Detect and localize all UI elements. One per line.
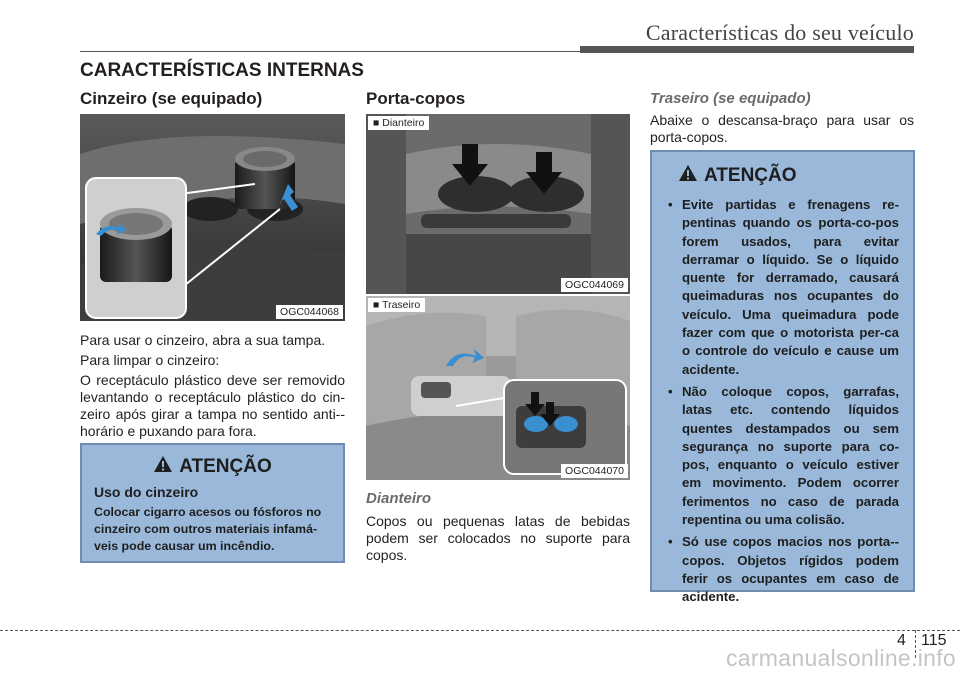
warning-item: • Evite partidas e frenagens re-pentinas quando os porta-co-pos forem usados, para evitar derramar o líquido. Se o líquido quente for derramado, causará queimaduras nos ocupantes do veículo. Uma queimadura pode fazer com que o motorista per-ca o controle do veículo e cause um acidente.	[664, 196, 899, 379]
photo-tag: ■ Dianteiro	[368, 116, 429, 130]
paragraph: Para limpar o cinzeiro:	[80, 352, 220, 368]
ashtray-warning-box	[80, 443, 345, 563]
rear-cupholder-photo	[366, 296, 630, 480]
ashtray-heading: Cinzeiro (se equipado)	[80, 89, 263, 108]
photo-code: OGC044069	[561, 278, 628, 292]
warning-icon	[153, 455, 173, 479]
cupholder-heading: Porta-copos	[366, 89, 466, 108]
warning-subtitle: Uso do cinzeiro	[94, 484, 199, 500]
photo-tag: ■ Traseiro	[368, 298, 425, 312]
front-text: Copos ou pequenas latas de bebidas podem ser colocados no suporte para copos.	[366, 513, 630, 563]
photo-code: OGC044070	[561, 464, 628, 478]
watermark: carmanualsonline.info	[725, 645, 956, 671]
warning-header	[94, 455, 331, 479]
warning-title: ATENÇÃO	[704, 165, 797, 186]
header-rule	[80, 51, 580, 52]
warning-item: • Só use copos macios nos porta--copos. Objetos rígidos podem ferir os ocupantes em caso de acidente.	[664, 533, 899, 606]
ashtray-illustration	[80, 114, 345, 321]
warning-header	[678, 164, 899, 188]
rear-warning-box	[650, 150, 915, 605]
front-subheading: Dianteiro	[366, 490, 432, 507]
paragraph: O receptáculo plástico deve ser removido levantando o receptáculo plástico do cin-zeiro após girar a tampa no sentido anti--horário e puxando para fora.	[80, 372, 345, 439]
front-cupholder-photo	[366, 114, 630, 294]
paragraph: Para usar o cinzeiro, abra a sua tampa.	[80, 332, 326, 348]
photo-code: OGC044068	[276, 305, 343, 319]
ashtray-photo	[80, 114, 345, 321]
rear-cupholder-illustration	[366, 296, 630, 480]
footer-rule	[0, 630, 960, 631]
section-title: CARACTERÍSTICAS INTERNAS	[80, 60, 364, 81]
warning-item: • Não coloque copos, garrafas, latas etc. contendo líquidos quentes destampados ou sem segurança no suporte para co-pos, enquanto o veículo estiver em movimento. Podem ocorrer ferimentos no caso de parada repentina ou uma colisão.	[664, 383, 899, 529]
warning-text: Colocar cigarro acesos ou fósforos no cinzeiro com outros materiais infamá-veis pode causar um incêndio.	[94, 505, 322, 553]
chapter-number: 4	[897, 632, 906, 649]
ashtray-text	[80, 332, 345, 440]
front-cupholder-illustration	[366, 114, 630, 294]
rear-heading: Traseiro (se equipado)	[650, 90, 811, 107]
warning-title: ATENÇÃO	[179, 456, 272, 477]
warning-icon	[678, 164, 698, 188]
chapter-title: Características do seu veículo	[645, 20, 914, 45]
page-number: 115	[921, 632, 947, 649]
header-bar	[580, 46, 914, 53]
rear-text: Abaixe o descansa-braço para usar os porta-copos.	[650, 112, 914, 145]
warning-list	[664, 196, 899, 607]
